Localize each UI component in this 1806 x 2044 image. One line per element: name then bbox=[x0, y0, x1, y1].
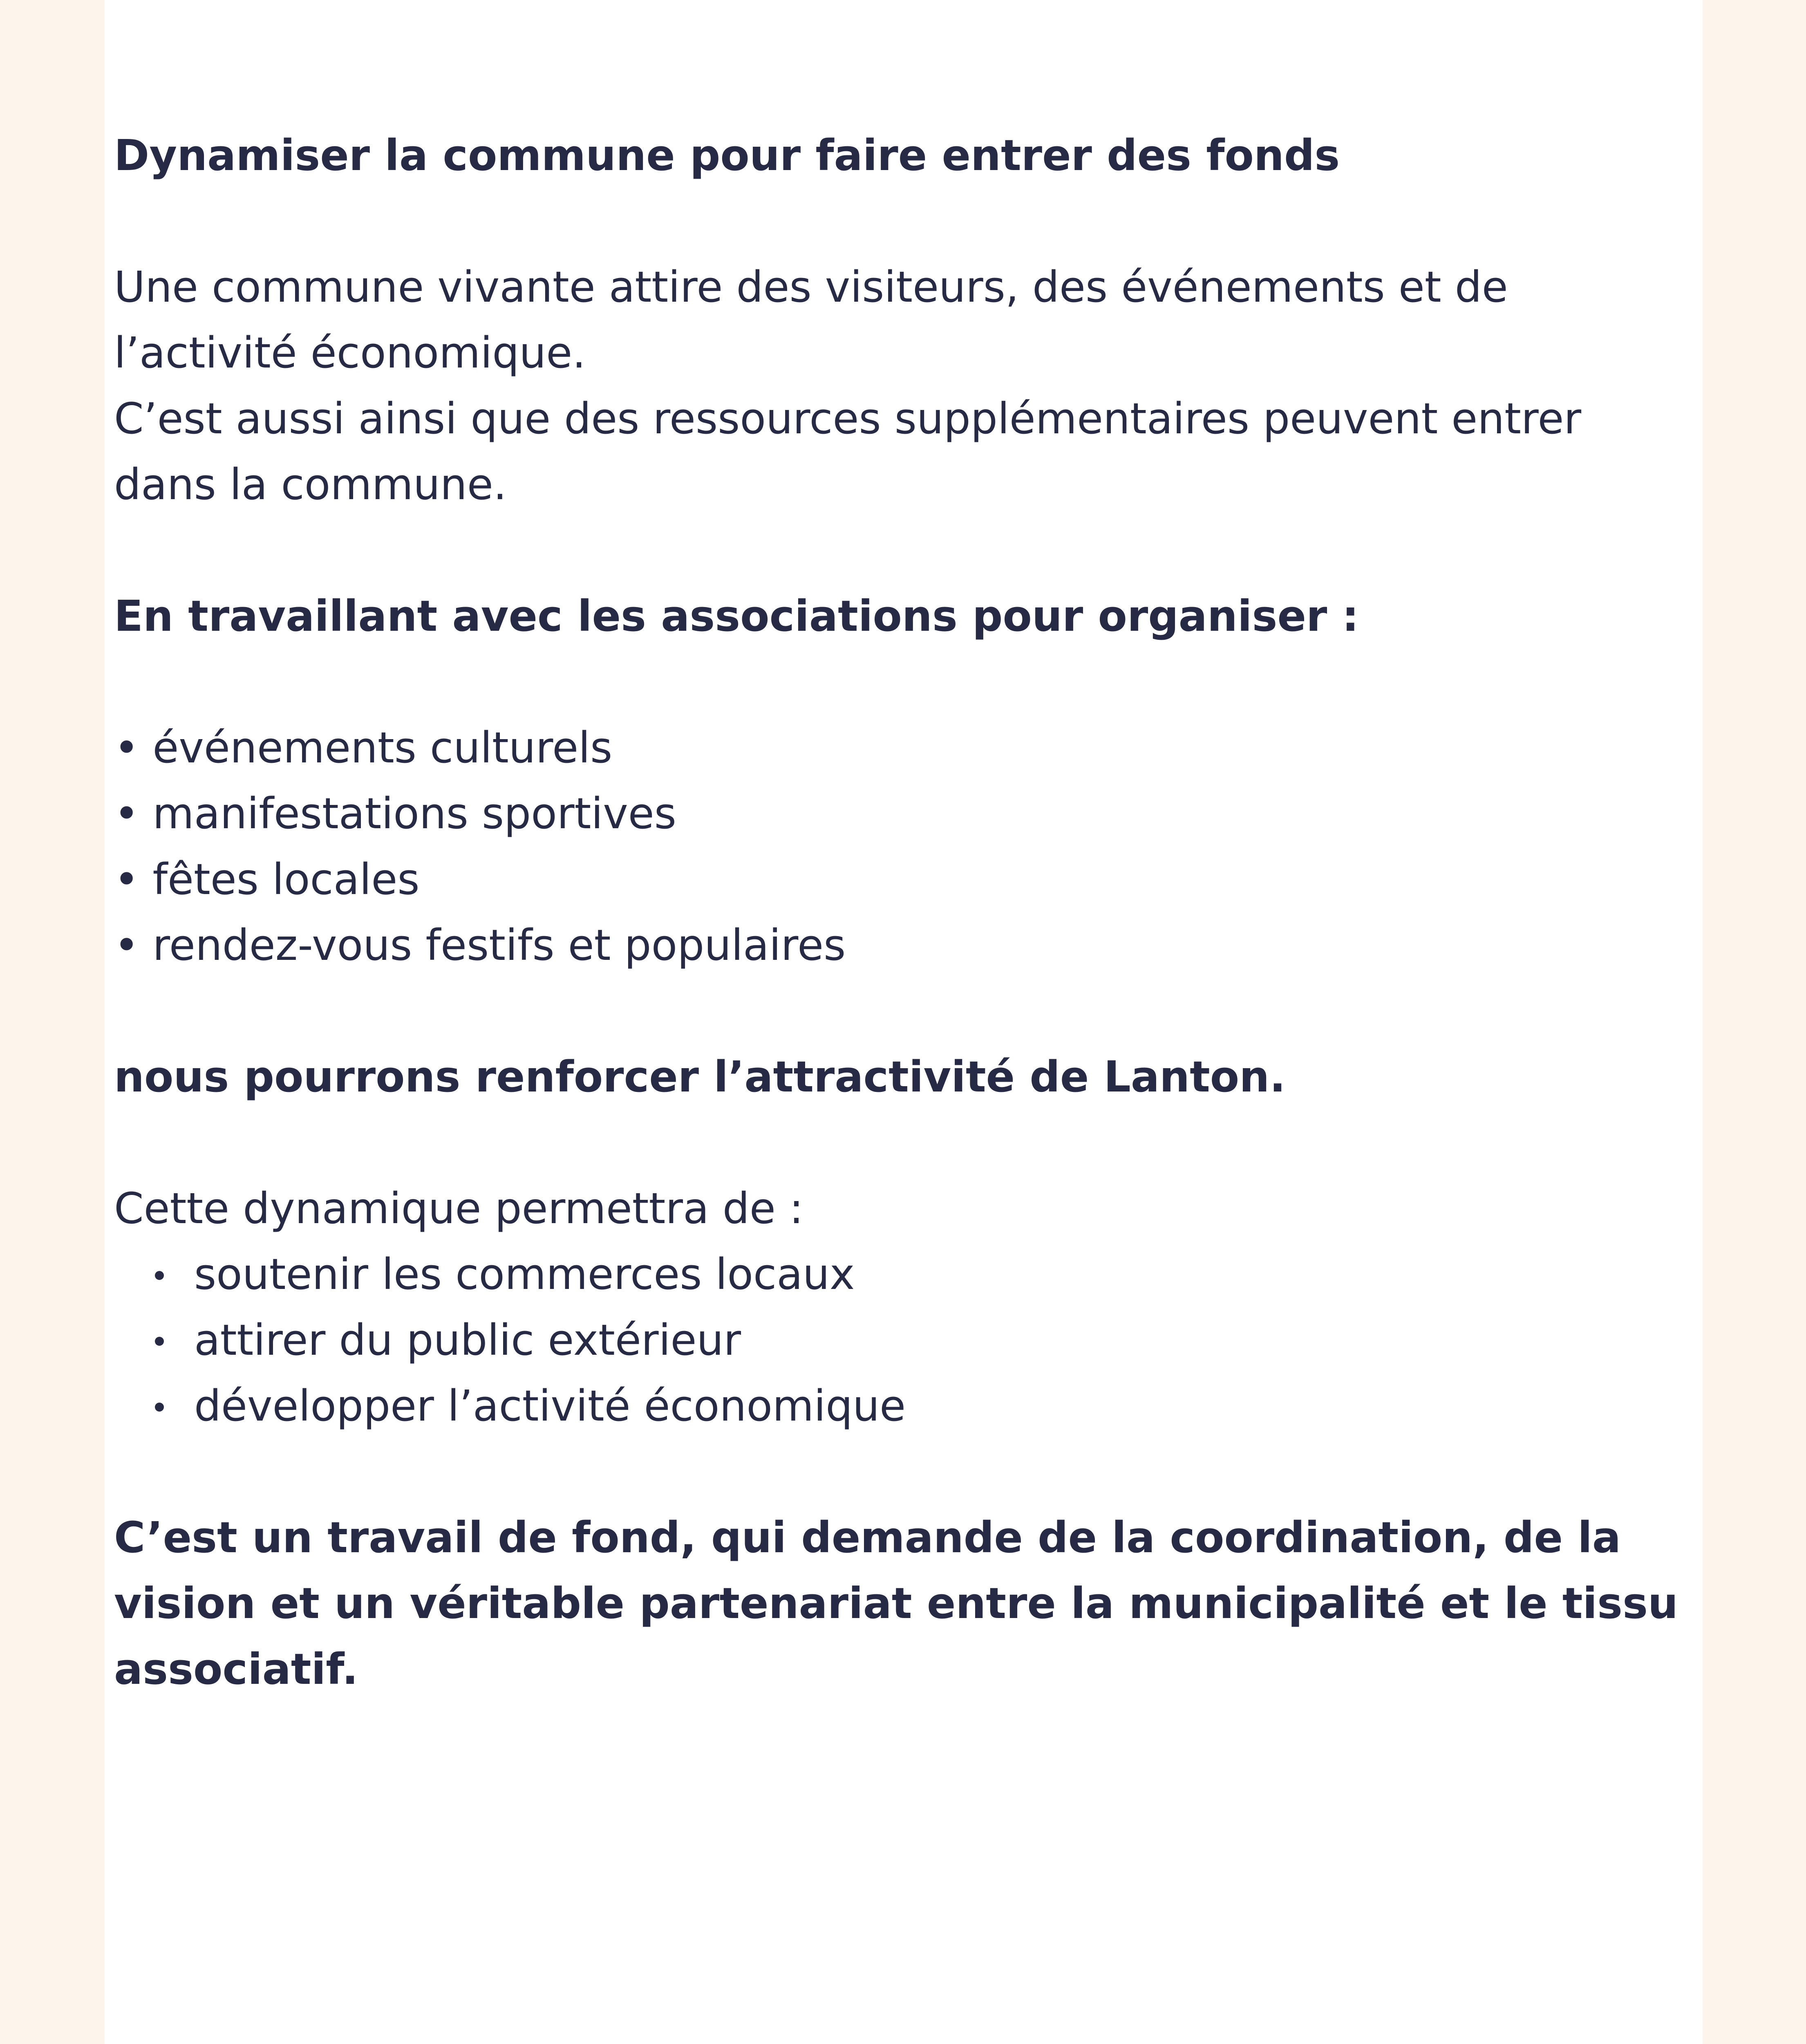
event-list bbox=[114, 715, 1692, 978]
event-item: • événements culturels bbox=[114, 723, 613, 773]
conclusion-line: vision et un véritable partenariat entre la municipalité et le tissu bbox=[114, 1578, 1678, 1628]
conclusion-line: C’est un travail de fond, qui demande de la coordination, de la bbox=[114, 1513, 1621, 1562]
document-page bbox=[105, 0, 1703, 2044]
dynamic-benefit-item: attirer du public extérieur bbox=[114, 1307, 1692, 1373]
spacer bbox=[114, 649, 1692, 715]
intro-line: l’activité économique. bbox=[114, 328, 586, 378]
section-heading: Dynamiser la commune pour faire entrer des fonds bbox=[114, 130, 1340, 180]
intro-line: dans la commune. bbox=[114, 459, 507, 509]
dynamic-benefit-item: soutenir les commerces locaux bbox=[114, 1242, 1692, 1307]
conclusion-line: associatif. bbox=[114, 1644, 358, 1694]
dynamic-benefit-list bbox=[114, 1242, 1692, 1439]
event-item: • rendez-vous festifs et populaires bbox=[114, 920, 846, 970]
document-content bbox=[114, 123, 1692, 1702]
dynamic-intro: Cette dynamique permettra de : bbox=[114, 1183, 804, 1233]
event-item: • manifestations sportives bbox=[114, 789, 676, 838]
spacer bbox=[114, 1439, 1692, 1505]
spacer bbox=[114, 1110, 1692, 1176]
intro-line: C’est aussi ainsi que des ressources supplémentaires peuvent entrer bbox=[114, 394, 1582, 444]
spacer bbox=[114, 518, 1692, 583]
conclusion-paragraph bbox=[114, 1505, 1692, 1702]
intro-line: Une commune vivante attire des visiteurs, des événements et de bbox=[114, 262, 1508, 312]
spacer bbox=[114, 978, 1692, 1044]
associations-heading: En travaillant avec les associations pour organiser : bbox=[114, 591, 1359, 641]
dynamic-benefit-item: développer l’activité économique bbox=[114, 1373, 1692, 1439]
spacer bbox=[114, 188, 1692, 254]
attractiveness-statement: nous pourrons renforcer l’attractivité de Lanton. bbox=[114, 1052, 1286, 1102]
event-item: • fêtes locales bbox=[114, 854, 420, 904]
intro-paragraph bbox=[114, 254, 1692, 518]
